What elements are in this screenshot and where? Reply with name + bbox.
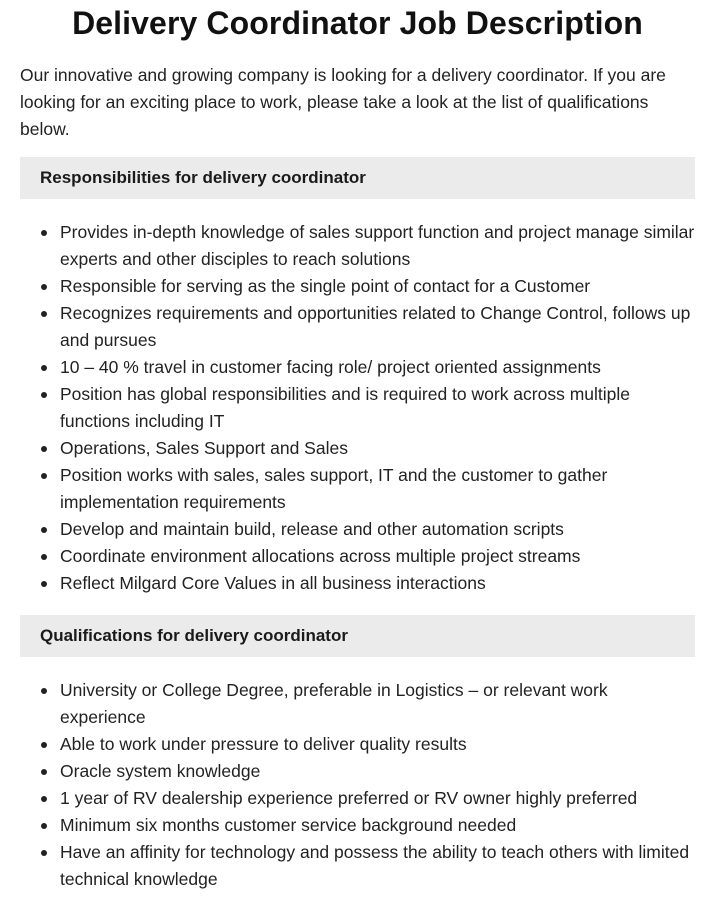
qualifications-list	[20, 677, 695, 893]
list-item-text: Have an affinity for technology and possess the ability to teach others with limited technical knowledge	[60, 842, 690, 889]
list-item	[20, 354, 695, 381]
list-item-text: Position has global responsibilities and is required to work across multiple functions including IT	[60, 384, 631, 431]
list-item-text: Minimum six months customer service background needed	[60, 815, 517, 835]
list-item	[20, 219, 695, 273]
bullet-icon	[41, 823, 47, 829]
list-item	[20, 381, 695, 435]
bullet-icon	[41, 365, 47, 371]
list-item	[20, 543, 695, 570]
bullet-icon	[41, 446, 47, 452]
page-title: Delivery Coordinator Job Description	[72, 5, 643, 41]
bullet-icon	[41, 527, 47, 533]
list-item-text: Position works with sales, sales support, IT and the customer to gather implementation requirements	[60, 465, 608, 512]
responsibilities-list	[20, 219, 695, 597]
list-item	[20, 300, 695, 354]
intro-paragraph: Our innovative and growing company is looking for a delivery coordinator. If you are looking for an exciting place to work, please take a look at the list of qualifications below.	[20, 65, 666, 139]
list-item-text: 1 year of RV dealership experience preferred or RV owner highly preferred	[60, 788, 638, 808]
bullet-icon	[41, 392, 47, 398]
bullet-icon	[41, 311, 47, 317]
list-item-text: Provides in-depth knowledge of sales support function and project manage similar experts and other disciples to reach solutions	[60, 222, 695, 269]
list-item	[20, 785, 695, 812]
bullet-icon	[41, 742, 47, 748]
job-description-page	[20, 0, 695, 893]
list-item	[20, 812, 695, 839]
list-item-text: University or College Degree, preferable in Logistics – or relevant work experience	[60, 680, 608, 727]
list-item-text: 10 – 40 % travel in customer facing role/ project oriented assignments	[60, 357, 601, 377]
list-item-text: Recognizes requirements and opportunities related to Change Control, follows up and pursues	[60, 303, 691, 350]
list-item-text: Able to work under pressure to deliver quality results	[60, 734, 467, 754]
bullet-icon	[41, 796, 47, 802]
list-item-text: Operations, Sales Support and Sales	[60, 438, 348, 458]
list-item	[20, 516, 695, 543]
list-item-text: Responsible for serving as the single point of contact for a Customer	[60, 276, 591, 296]
bullet-icon	[41, 554, 47, 560]
list-item	[20, 570, 695, 597]
bullet-icon	[41, 284, 47, 290]
list-item-text: Oracle system knowledge	[60, 761, 261, 781]
bullet-icon	[41, 230, 47, 236]
bullet-icon	[41, 688, 47, 694]
bullet-icon	[41, 850, 47, 856]
list-item	[20, 462, 695, 516]
bullet-icon	[41, 581, 47, 587]
list-item	[20, 435, 695, 462]
responsibilities-heading: Responsibilities for delivery coordinator	[20, 157, 695, 199]
list-item	[20, 839, 695, 893]
list-item-text: Reflect Milgard Core Values in all business interactions	[60, 573, 486, 593]
list-item	[20, 731, 695, 758]
bullet-icon	[41, 473, 47, 479]
list-item	[20, 273, 695, 300]
bullet-icon	[41, 769, 47, 775]
list-item-text: Develop and maintain build, release and other automation scripts	[60, 519, 564, 539]
list-item-text: Coordinate environment allocations across multiple project streams	[60, 546, 581, 566]
qualifications-heading: Qualifications for delivery coordinator	[20, 615, 695, 657]
list-item	[20, 758, 695, 785]
list-item	[20, 677, 695, 731]
